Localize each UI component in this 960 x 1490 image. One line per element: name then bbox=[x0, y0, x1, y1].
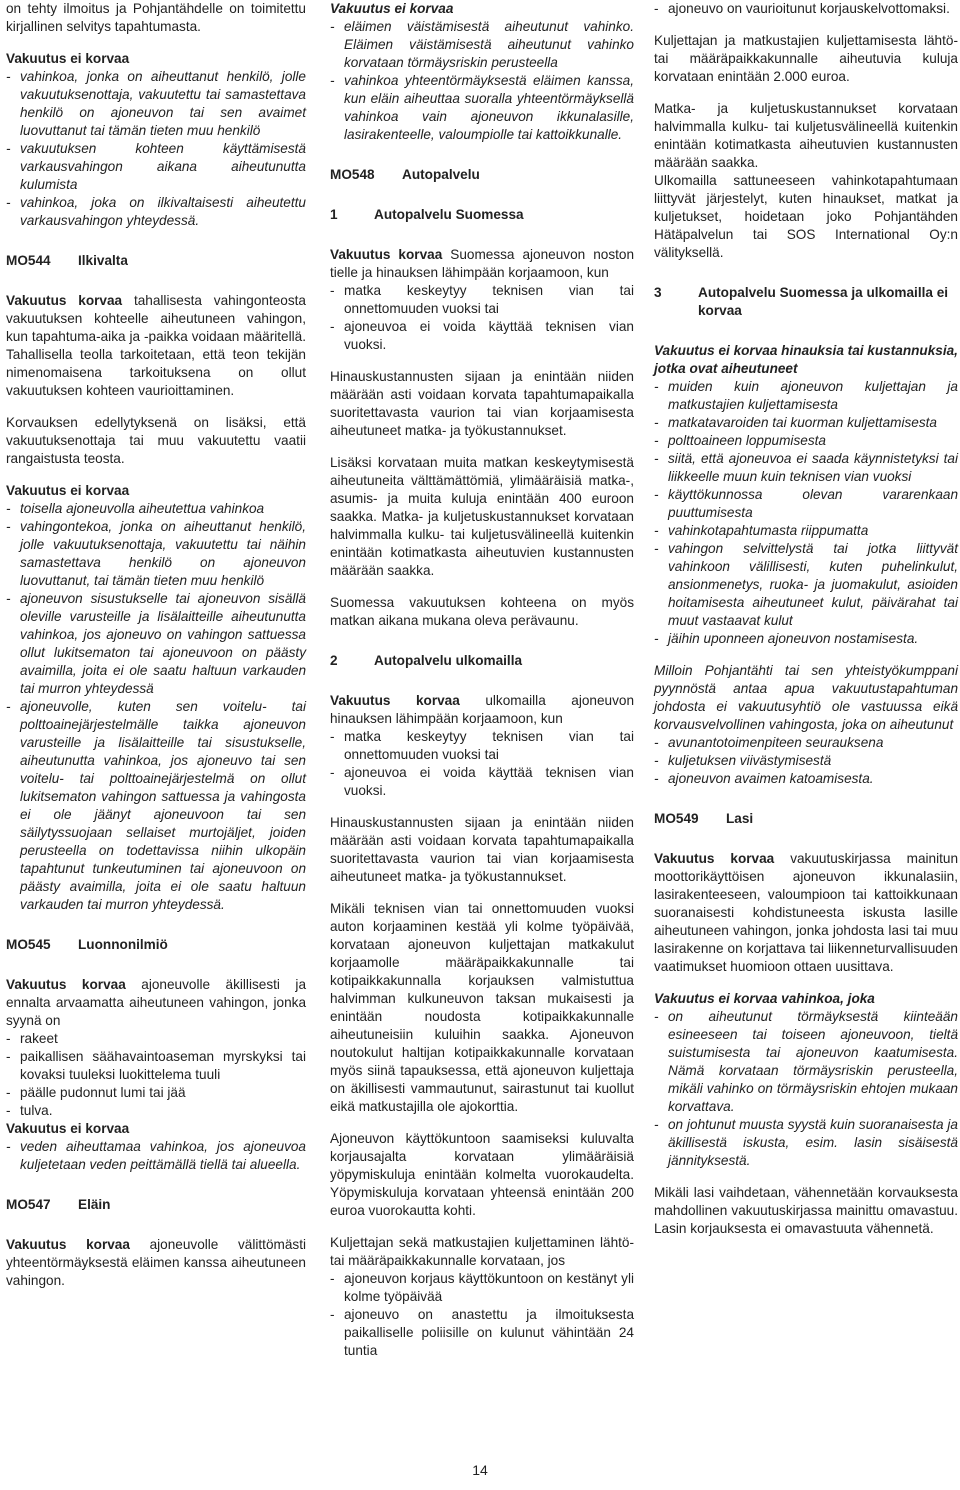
paragraph: Hinauskustannusten sijaan ja enintään niiden määrään asti voidaan korvata tapahtumapaikalla suoritettavasta vaurion tai vian korjaamisesta aiheutuneet matka- ja työkustannukset. bbox=[330, 815, 634, 884]
section-heading bbox=[654, 810, 958, 828]
list-item bbox=[654, 630, 958, 648]
paragraph-text: ajoneuvolle äkillisesti ja ennalta arvaamatta aiheutuneen vahingon, jonka syynä on bbox=[6, 977, 306, 1028]
dash-bullet: - bbox=[6, 699, 11, 714]
paragraph: Korvauksen edellytyksenä on lisäksi, että vakuutuksenottaja tai muu vakuutettu vaatii rangaistusta teosta. bbox=[6, 415, 306, 466]
subsection-title: Autopalvelu Suomessa ja ulkomailla ei korvaa bbox=[698, 285, 949, 318]
list-item bbox=[654, 540, 958, 630]
spacer bbox=[654, 828, 958, 850]
section-code: MO547 bbox=[6, 1197, 51, 1212]
subheading: Vakuutus ei korvaa bbox=[6, 483, 130, 498]
section-code: MO549 bbox=[654, 811, 699, 826]
spacer bbox=[6, 468, 306, 482]
spacer bbox=[654, 976, 958, 990]
section-code: MO545 bbox=[6, 937, 51, 952]
spacer bbox=[654, 788, 958, 810]
section-heading bbox=[330, 166, 634, 184]
spacer bbox=[654, 18, 958, 32]
paragraph-text: ulkomailla ajoneuvon hinauksen lähimpään korjaamoon, kun bbox=[330, 693, 635, 726]
paragraph: Lisäksi korvataan muita matkan keskeytymisestä aiheutuneita välttämättömiä, ylimääräisiä matka-, asumis- ja muita kuluja enintään 400 euroon saakka. Matka- ja kuljetuskustannukset korvataan halvimmalla kulku- tai kuljetusvälineellä kuitenkin enintään kotimatkasta aiheutuvien kustannusten määrään saakka. bbox=[330, 455, 634, 578]
spacer bbox=[330, 1116, 634, 1130]
dash-bullet: - bbox=[330, 319, 335, 334]
list-item bbox=[6, 500, 306, 518]
list-item bbox=[6, 1102, 306, 1120]
list-item bbox=[654, 1116, 958, 1170]
spacer bbox=[330, 670, 634, 692]
list-item bbox=[330, 318, 634, 354]
spacer bbox=[330, 580, 634, 594]
paragraph: Suomessa vakuutuksen kohteena on myös matkan aikana mukana oleva perävaunu. bbox=[330, 595, 634, 628]
section-heading bbox=[6, 1196, 306, 1214]
list-item bbox=[654, 734, 958, 752]
dash-bullet: - bbox=[6, 501, 11, 516]
list-item-text: käyttökunnossa olevan vararenkaan puuttumisesta bbox=[668, 487, 958, 520]
spacer bbox=[6, 230, 306, 252]
list-item-text: ajoneuvon korjaus käyttökuntoon on kestänyt yli kolme työpäivää bbox=[344, 1271, 634, 1304]
subheading-italic: Vakuutus ei korvaa bbox=[330, 1, 454, 16]
column-left bbox=[6, 0, 306, 1290]
list-item-text: paikallisen säähavaintoaseman myrskyksi tai kovaksi tuuleksi luokittelema tuuli bbox=[20, 1049, 306, 1082]
spacer bbox=[6, 1174, 306, 1196]
spacer bbox=[330, 354, 634, 368]
dash-bullet: - bbox=[654, 523, 659, 538]
list-item-text: vahinkoa, joka on ilkivaltaisesti aiheutettu varkausvahingon yhteydessä. bbox=[20, 195, 306, 228]
dash-bullet: - bbox=[6, 1049, 11, 1064]
paragraph: Matka- ja kuljetuskustannukset korvataan halvimmalla kulku- tai kuljetusvälineellä kuitenkin enintään kotimatkasta aiheutuvien kustannusten määrään saakka. bbox=[654, 101, 958, 170]
list-item-text: ajoneuvo on vaurioitunut korjauskelvottomaksi. bbox=[668, 1, 950, 16]
list-item bbox=[6, 590, 306, 698]
paragraph bbox=[6, 976, 306, 1030]
dash-bullet: - bbox=[330, 765, 335, 780]
dash-bullet: - bbox=[654, 631, 659, 646]
dash-bullet: - bbox=[6, 1031, 11, 1046]
paragraph: Ajoneuvon käyttökuntoon saamiseksi kuluvalta korjausajalta korvataan ylimääräisiä yöpymiskuluja enintään kolmelta vuorokaudelta. Yöpymiskuluja korvataan yhteensä enintään 200 euroa vuorokautta kohti. bbox=[330, 1131, 634, 1218]
spacer bbox=[330, 886, 634, 900]
paragraph: Kuljettajan ja matkustajien kuljettamisesta lähtö- tai määräpaikkakunnalle aiheutuvia kuluja korvataan enintään 2.000 euroa. bbox=[654, 33, 958, 84]
italic-paragraph: Milloin Pohjantähti tai sen yhteistyökumppani pyynnöstä antaa apua vakuutustapahtuman johdosta ei vakuutusyhtiö ole vastuussa eikä korvausvelvollinen vahingosta, joka on aiheutunut bbox=[654, 663, 958, 732]
paragraph-lead: Vakuutus korvaa bbox=[6, 1237, 130, 1252]
paragraph: Mikäli lasi vaihdetaan, vähennetään korvauksesta mahdollinen vakuutuskirjassa mainittu omavastuu. Lasin korjauksesta ei omavastuuta vähennetä. bbox=[654, 1185, 958, 1236]
paragraph-text: tahallisesta vahingonteosta vakuutuksen kohteelle aiheutuneen vahingon, kun tapahtuma-aika ja -paikka voidaan määritellä. Tahallisella teolla tarkoitetaan, että teon tekijän nimenomaisena tarkoituksena on ollut vakuutuksen kohteen vaurioittaminen. bbox=[6, 293, 306, 398]
list-item-text: veden aiheuttamaa vahinkoa, jos ajoneuvoa kuljetetaan veden peittämällä tiellä tai alueella. bbox=[20, 1139, 306, 1172]
list-item bbox=[654, 378, 958, 414]
spacer bbox=[330, 440, 634, 454]
list-item bbox=[654, 752, 958, 770]
spacer bbox=[654, 648, 958, 662]
subsection-number: 1 bbox=[330, 207, 338, 222]
dash-bullet: - bbox=[6, 69, 11, 84]
list-item bbox=[330, 282, 634, 318]
list-item-text: rakeet bbox=[20, 1031, 58, 1046]
dash-bullet: - bbox=[6, 1103, 11, 1118]
dash-bullet: - bbox=[654, 415, 659, 430]
dash-bullet: - bbox=[330, 1271, 335, 1286]
dash-bullet: - bbox=[6, 1085, 11, 1100]
section-title: Autopalvelu bbox=[402, 167, 480, 182]
subsection-heading bbox=[330, 652, 634, 670]
list-item bbox=[654, 1008, 958, 1116]
spacer bbox=[330, 224, 634, 246]
dash-bullet: - bbox=[654, 735, 659, 750]
dash-bullet: - bbox=[330, 283, 335, 298]
subheading: Vakuutus ei korvaa bbox=[6, 51, 130, 66]
spacer bbox=[654, 262, 958, 284]
list-item bbox=[6, 1030, 306, 1048]
paragraph-lead: Vakuutus korvaa bbox=[6, 293, 123, 308]
list-item-text: avunantotoimenpiteen seurauksena bbox=[668, 735, 884, 750]
dash-bullet: - bbox=[6, 141, 11, 156]
dash-bullet: - bbox=[330, 73, 335, 88]
paragraph-lead: Vakuutus korvaa bbox=[654, 851, 775, 866]
spacer bbox=[6, 36, 306, 50]
list-item bbox=[654, 450, 958, 486]
section-heading bbox=[6, 936, 306, 954]
list-item bbox=[6, 1084, 306, 1102]
list-item bbox=[330, 1306, 634, 1360]
list-item bbox=[654, 522, 958, 540]
list-item-text: matka keskeytyy teknisen vian tai onnettomuuden vuoksi tai bbox=[344, 283, 634, 316]
dash-bullet: - bbox=[330, 19, 335, 34]
subsection-title: Autopalvelu Suomessa bbox=[374, 207, 524, 222]
spacer bbox=[654, 86, 958, 100]
dash-bullet: - bbox=[654, 753, 659, 768]
spacer bbox=[330, 1220, 634, 1234]
paragraph: on tehty ilmoitus ja Pohjantähdelle on toimitettu kirjallinen selvitys tapahtumasta. bbox=[6, 1, 306, 34]
list-item-text: siitä, että ajoneuvoa ei saada käynnistetyksi tai liikkeelle muun kuin teknisen vian vuoksi bbox=[668, 451, 958, 484]
paragraph bbox=[6, 1236, 306, 1290]
list-item-text: ajoneuvolle, kuten sen voitelu- tai polttoainejärjestelmälle taikka ajoneuvon varusteille ja lisälaitteille tai sisustukselle, aiheutunutta vahinkoa, jos ajoneuvo tai sen voitelu- tai polttoainejärjestelmä on ollut lukitsematon vahingon sattuessa ja vahingosta ei ole jäänyt ajoneuvoon tai sen säilytyssuojaan sellaiset murtojäljet, joiden perusteella on todettavissa niihin ulkopäin tapahtunut tunkeutuminen tai ajoneuvoon on päästy avaimilla, joita ei ole saatu haltuun varkauden tai murron yhteydessä. bbox=[20, 699, 306, 912]
list-item-text: vakuutuksen kohteen käyttämisestä varkausvahingon aikana aiheutunutta kulumista bbox=[20, 141, 306, 192]
paragraph: Hinauskustannusten sijaan ja enintään niiden määrään asti voidaan korvata tapahtumapaikalla suoritettavasta vaurion tai vian korjaamisesta aiheutuneet matka- ja työkustannukset. bbox=[330, 369, 634, 438]
list-item-text: on johtunut muusta syystä kuin suoranaisesta ja äkillisestä iskusta, esim. lasin sisäisestä jännityksestä. bbox=[668, 1117, 958, 1168]
section-title: Luonnonilmiö bbox=[78, 937, 168, 952]
paragraph: Ulkomailla sattuneeseen vahinkotapahtumaan liittyvät järjestelyt, kuten hinaukset, matkat ja kuljetukset, hoidetaan joko Pohjantähden Hätäpalvelun tai SOS International Oy:n välityksellä. bbox=[654, 173, 958, 260]
spacer bbox=[6, 914, 306, 936]
subsection-heading bbox=[330, 206, 634, 224]
list-item-text: vahingon selvittelystä tai jotka liittyvät vahinkoon välillisesti, kuten puhelinkulut, ansionmenetys, ruoka- ja juomakulut, asioiden hoitamisesta aiheutuneet kulut, päivärahat tai muut vastaavat kulut bbox=[668, 541, 958, 628]
list-item bbox=[654, 0, 958, 18]
list-item bbox=[6, 68, 306, 140]
spacer bbox=[6, 954, 306, 976]
dash-bullet: - bbox=[654, 771, 659, 786]
spacer bbox=[330, 630, 634, 652]
list-item-text: toisella ajoneuvolla aiheutettua vahinkoa bbox=[20, 501, 265, 516]
paragraph bbox=[330, 246, 634, 282]
list-item-text: kuljetuksen viivästymisestä bbox=[668, 753, 832, 768]
dash-bullet: - bbox=[6, 519, 11, 534]
subheading-italic: Vakuutus ei korvaa vahinkoa, joka bbox=[654, 991, 875, 1006]
paragraph-text: ajoneuvolle välittömästi yhteentörmäyksestä eläimen kanssa aiheutuneen vahingon. bbox=[6, 1237, 306, 1288]
list-item bbox=[330, 72, 634, 144]
paragraph bbox=[330, 692, 634, 728]
list-item-text: ajoneuvon sisustukselle tai ajoneuvon sisällä oleville varusteille ja lisälaitteille aiheutunutta vahinkoa, jos ajoneuvo on vahingon sattuessa ollut lukitsematon tai ajoneuvoon on päästy avaimilla, joita ei ole saatu haltuun varkauden tai murron yhteydessä bbox=[20, 591, 306, 696]
page-number: 14 bbox=[472, 1462, 488, 1478]
dash-bullet: - bbox=[6, 591, 11, 606]
spacer bbox=[330, 144, 634, 166]
dash-bullet: - bbox=[654, 541, 659, 556]
subsection-number: 2 bbox=[330, 653, 338, 668]
dash-bullet: - bbox=[330, 729, 335, 744]
paragraph-lead: Vakuutus korvaa bbox=[6, 977, 126, 992]
list-item-text: ajoneuvoa ei voida käyttää teknisen vian vuoksi. bbox=[344, 319, 634, 352]
list-item-text: matka keskeytyy teknisen vian tai onnettomuuden vuoksi tai bbox=[344, 729, 634, 762]
list-item bbox=[6, 1048, 306, 1084]
list-item bbox=[6, 1138, 306, 1174]
section-title: Ilkivalta bbox=[78, 253, 128, 268]
list-item bbox=[654, 770, 958, 788]
subheading-italic: Vakuutus ei korvaa hinauksia tai kustannuksia, jotka ovat aiheutuneet bbox=[654, 343, 958, 376]
list-item-text: päälle pudonnut lumi tai jää bbox=[20, 1085, 186, 1100]
paragraph-lead: Vakuutus korvaa bbox=[330, 247, 443, 262]
list-item bbox=[330, 18, 634, 72]
list-item bbox=[6, 194, 306, 230]
list-item-text: jäihin uponneen ajoneuvon nostamisesta. bbox=[668, 631, 919, 646]
dash-bullet: - bbox=[654, 1117, 659, 1132]
dash-bullet: - bbox=[330, 1307, 335, 1322]
list-item-text: on aiheutunut törmäyksestä kiinteään esineeseen tai toiseen ajoneuvoon, tieltä suistumisesta tai ajoneuvon kaatumisesta. Nämä korvataan törmäysriskin perusteella, mikäli vahinko on törmäysriskin ehtojen mukaan korvattava. bbox=[668, 1009, 958, 1114]
list-item-text: eläimen väistämisestä aiheutunut vahinko. Eläimen väistämisestä aiheutunut vahinko korvataan törmäysriskin perusteella bbox=[344, 19, 634, 70]
list-item bbox=[330, 764, 634, 800]
list-item-text: polttoaineen loppumisesta bbox=[668, 433, 826, 448]
list-item bbox=[6, 698, 306, 914]
dash-bullet: - bbox=[654, 1009, 659, 1024]
dash-bullet: - bbox=[654, 433, 659, 448]
list-item-text: vahinkoa, jonka on aiheuttanut henkilö, jolle vakuutuksenottaja, vakuutettu tai samastettava henkilö on ajoneuvon tai sen avaimet luovuttanut tai tämän tieten muu henkilö bbox=[20, 69, 306, 138]
paragraph-lead: Vakuutus korvaa bbox=[330, 693, 460, 708]
dash-bullet: - bbox=[6, 1139, 11, 1154]
spacer bbox=[6, 1214, 306, 1236]
spacer bbox=[654, 1170, 958, 1184]
subsection-number: 3 bbox=[654, 285, 662, 300]
spacer bbox=[6, 400, 306, 414]
column-middle bbox=[330, 0, 634, 1360]
section-heading bbox=[6, 252, 306, 270]
section-title: Eläin bbox=[78, 1197, 111, 1212]
column-right bbox=[654, 0, 958, 1238]
list-item-text: ajoneuvon avaimen katoamisesta. bbox=[668, 771, 874, 786]
dash-bullet: - bbox=[654, 379, 659, 394]
subsection-title: Autopalvelu ulkomailla bbox=[374, 653, 523, 668]
subsection-heading bbox=[654, 284, 958, 320]
list-item-text: vahinkoa yhteentörmäyksestä eläimen kanssa, kun eläin aiheuttaa suoralla yhteentörmäyksellä vahinkoa vain ajoneuvon ikkunalasille, lasirakenteelle, valoumpiolle tai kattoikkunalle. bbox=[344, 73, 634, 142]
list-item-text: vahingontekoa, jonka on aiheuttanut henkilö, jolle vakuutuksenottaja, vakuutettu tai näihin samastettava henkilö on ajoneuvon luovuttanut, tai tämän tieten muu henkilö bbox=[20, 519, 306, 588]
section-code: MO544 bbox=[6, 253, 51, 268]
section-title: Lasi bbox=[726, 811, 754, 826]
paragraph: Kuljettajan sekä matkustajien kuljettaminen lähtö- tai määräpaikkakunnalle korvataan, jos bbox=[330, 1235, 634, 1268]
list-item bbox=[6, 140, 306, 194]
list-item bbox=[654, 432, 958, 450]
list-item bbox=[330, 1270, 634, 1306]
spacer bbox=[6, 270, 306, 292]
spacer bbox=[654, 320, 958, 342]
list-item-text: tulva. bbox=[20, 1103, 53, 1118]
list-item-text: muiden kuin ajoneuvon kuljettajan ja matkustajien kuljettamisesta bbox=[668, 379, 958, 412]
list-item-text: ajoneuvo on anastettu ja ilmoituksesta paikalliselle poliisille on kulunut vähintään 24 tuntia bbox=[344, 1307, 634, 1358]
paragraph-text: vakuutuskirjassa mainitun moottorikäyttöisen ajoneuvon ikkunalasiin, lasirakenteeseen, valoumpioon tai kattoikkunaan suoranaisesti kohdistuneesta iskusta lasille aiheutuneen vahingon, jonka johdosta lasi tai muu lasirakenne on korjattava tai liikenneturvallisuuden vaatimukset huomioon ottaen uusittava. bbox=[654, 851, 959, 974]
list-item bbox=[6, 518, 306, 590]
spacer bbox=[330, 800, 634, 814]
dash-bullet: - bbox=[654, 487, 659, 502]
list-item bbox=[330, 728, 634, 764]
list-item-text: vahinkotapahtumasta riippumatta bbox=[668, 523, 869, 538]
list-item bbox=[654, 414, 958, 432]
paragraph bbox=[6, 292, 306, 400]
paragraph: Mikäli teknisen vian tai onnettomuuden vuoksi auton korjaaminen kestää yli kolme työpäivää, korvataan ajoneuvon kuljettajan matkakulut korjaamolle määräpaikkakunnalle tai kotipaikkakunnalla korjauksen valmistuttua halvimman kulkuneuvon taksan mukaisesti ja enintään noudosta kotipaikkakunnalle aiheutuneisiin kuluihin saakka. Ajoneuvon noutokulut haltijan kotipaikkakunnalle korvataan myös siinä tapauksessa, että ajoneuvon kuljettaja on äkillisesti vammautunut, sairastunut tai kuollut eikä matkustajilla ole ajokorttia. bbox=[330, 901, 634, 1114]
spacer bbox=[330, 184, 634, 206]
list-item-text: matkatavaroiden tai kuorman kuljettamisesta bbox=[668, 415, 937, 430]
paragraph-text: Suomessa ajoneuvon noston tielle ja hinauksen lähimpään korjaamoon, kun bbox=[330, 247, 635, 280]
dash-bullet: - bbox=[654, 451, 659, 466]
dash-bullet: - bbox=[6, 195, 11, 210]
subheading: Vakuutus ei korvaa bbox=[6, 1121, 130, 1136]
dash-bullet: - bbox=[654, 1, 659, 16]
list-item bbox=[654, 486, 958, 522]
section-code: MO548 bbox=[330, 167, 375, 182]
paragraph bbox=[654, 850, 958, 976]
list-item-text: ajoneuvoa ei voida käyttää teknisen vian vuoksi. bbox=[344, 765, 634, 798]
